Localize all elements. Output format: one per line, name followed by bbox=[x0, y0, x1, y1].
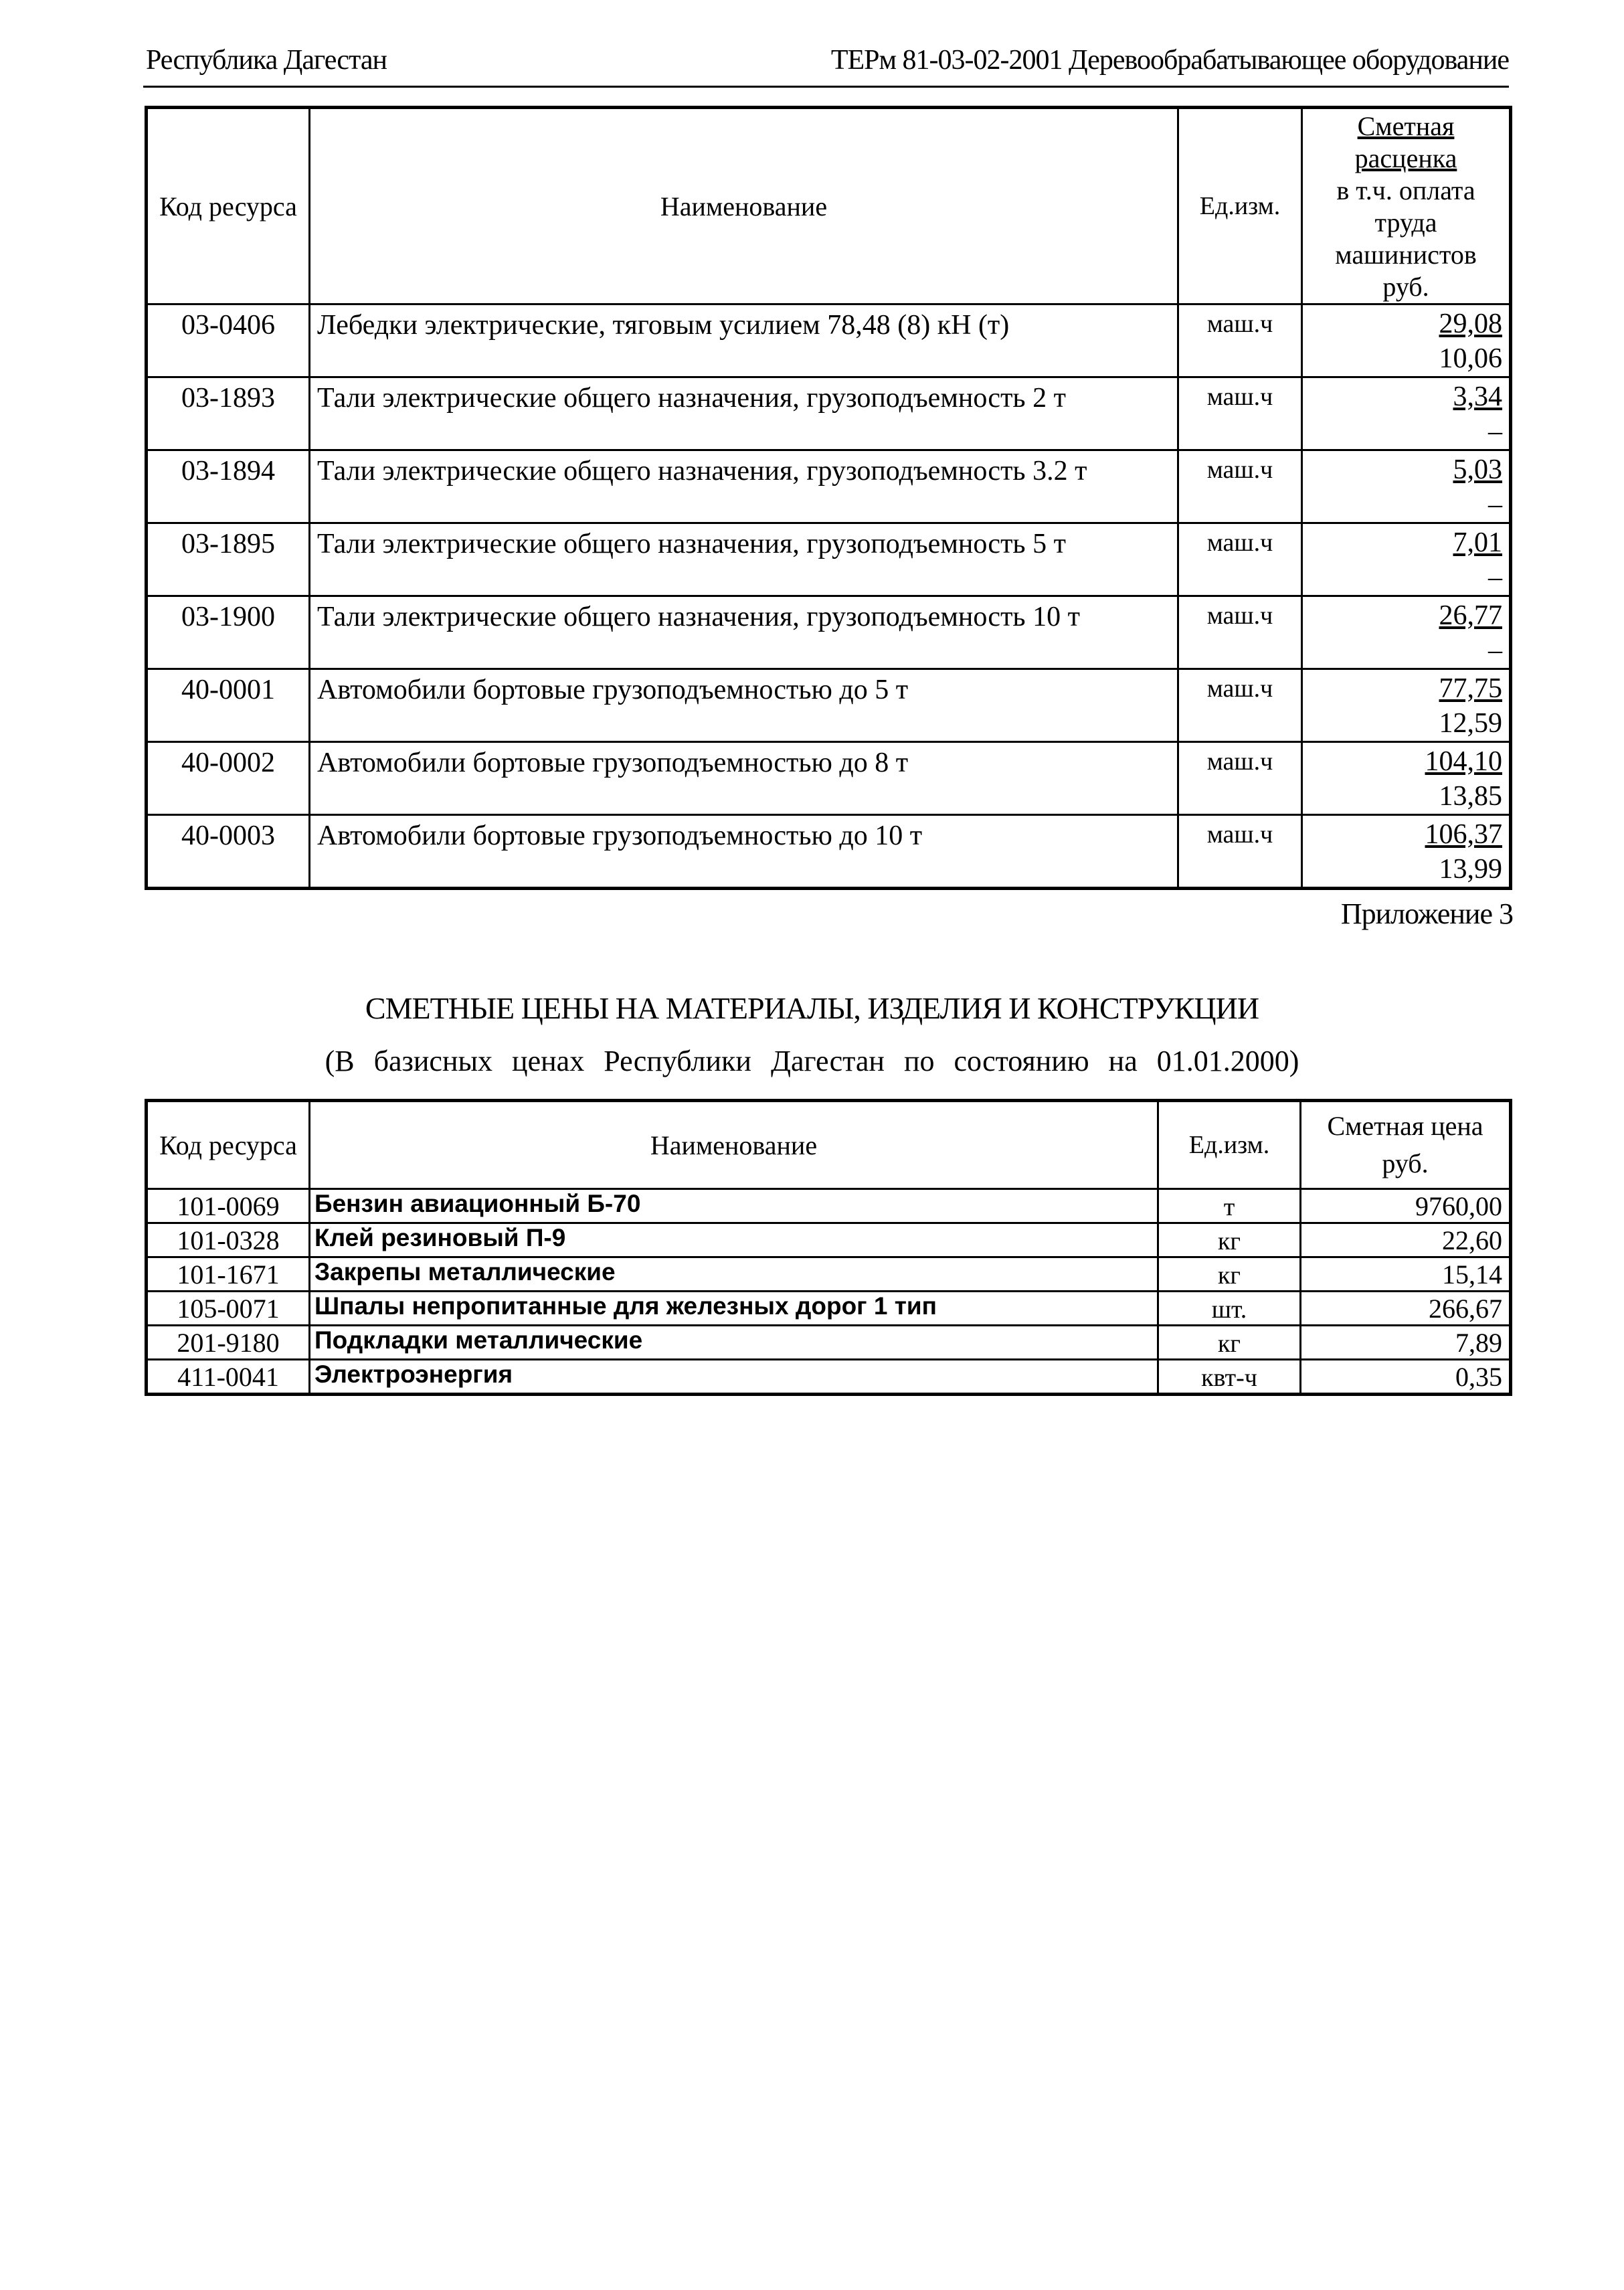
cell-code: 40-0002 bbox=[147, 742, 310, 815]
cell-code: 03-1900 bbox=[147, 596, 310, 669]
cell-name: Автомобили бортовые грузоподъемностью до 10 т bbox=[310, 815, 1178, 889]
table-header-row bbox=[147, 108, 1511, 304]
cell-name: Тали электрические общего назначения, грузоподъемность 10 т bbox=[310, 596, 1178, 669]
table-row bbox=[147, 669, 1511, 742]
cell-code: 411-0041 bbox=[147, 1360, 310, 1395]
cell-unit: кг bbox=[1158, 1326, 1301, 1360]
cell-code: 03-1894 bbox=[147, 450, 310, 523]
column-header-code: Код ресурса bbox=[147, 108, 310, 304]
cell-price: 7,89 bbox=[1301, 1326, 1511, 1360]
cell-price: 9760,00 bbox=[1301, 1189, 1511, 1223]
material-prices-table bbox=[145, 1099, 1512, 1396]
table-row bbox=[147, 1257, 1511, 1292]
labor-value: – bbox=[1488, 489, 1502, 520]
cell-name: Подкладки металлические bbox=[310, 1326, 1158, 1360]
labor-value: – bbox=[1488, 635, 1502, 666]
cell-code: 101-0069 bbox=[147, 1189, 310, 1223]
cell-name: Автомобили бортовые грузоподъемностью до 5 т bbox=[310, 669, 1178, 742]
price-value: 77,75 bbox=[1439, 673, 1502, 704]
price-header-line2: в т.ч. оплата bbox=[1336, 175, 1475, 205]
price-header-line1: Сметная цена bbox=[1327, 1111, 1483, 1141]
table-row bbox=[147, 815, 1511, 889]
section-subtitle: (В базисных ценах Республики Дагестан по состоянию на 01.01.2000) bbox=[325, 1045, 1299, 1077]
cell-unit: кг bbox=[1158, 1223, 1301, 1257]
labor-value: 10,06 bbox=[1439, 343, 1502, 374]
cell-price bbox=[1302, 450, 1511, 523]
cell-code: 40-0001 bbox=[147, 669, 310, 742]
price-header-line1: Сметная расценка bbox=[1354, 111, 1457, 173]
table-row bbox=[147, 1360, 1511, 1395]
cell-unit: маш.ч bbox=[1178, 304, 1302, 377]
column-header-name: Наименование bbox=[310, 1101, 1158, 1189]
cell-code: 03-1895 bbox=[147, 523, 310, 596]
cell-code: 201-9180 bbox=[147, 1326, 310, 1360]
cell-price bbox=[1302, 523, 1511, 596]
price-header-line3: труда машинистов bbox=[1335, 207, 1477, 270]
cell-name: Автомобили бортовые грузоподъемностью до 8 т bbox=[310, 742, 1178, 815]
machine-rates-table bbox=[145, 106, 1512, 890]
cell-code: 101-0328 bbox=[147, 1223, 310, 1257]
cell-unit: кг bbox=[1158, 1257, 1301, 1292]
header-document-code: ТЕРм 81-03-02-2001 Деревообрабатывающее оборудование bbox=[830, 45, 1509, 76]
cell-code: 40-0003 bbox=[147, 815, 310, 889]
cell-price bbox=[1302, 304, 1511, 377]
cell-name: Лебедки электрические, тяговым усилием 78,48 (8) кН (т) bbox=[310, 304, 1178, 377]
price-value: 104,10 bbox=[1425, 746, 1502, 777]
column-header-unit: Ед.изм. bbox=[1178, 108, 1302, 304]
labor-value: – bbox=[1488, 562, 1502, 593]
cell-name: Закрепы металлические bbox=[310, 1257, 1158, 1292]
cell-unit: шт. bbox=[1158, 1292, 1301, 1326]
price-value: 5,03 bbox=[1453, 454, 1502, 485]
header-region: Республика Дагестан bbox=[146, 45, 387, 76]
annex-label: Приложение 3 bbox=[1340, 897, 1513, 930]
cell-unit: квт-ч bbox=[1158, 1360, 1301, 1395]
cell-price bbox=[1302, 596, 1511, 669]
column-header-unit: Ед.изм. bbox=[1158, 1101, 1301, 1189]
table-row bbox=[147, 304, 1511, 377]
cell-unit: маш.ч bbox=[1178, 450, 1302, 523]
header-rule bbox=[143, 86, 1509, 88]
column-header-name: Наименование bbox=[310, 108, 1178, 304]
table-row bbox=[147, 523, 1511, 596]
cell-price bbox=[1302, 377, 1511, 450]
table-row bbox=[147, 1292, 1511, 1326]
cell-price bbox=[1302, 669, 1511, 742]
price-value: 3,34 bbox=[1453, 381, 1502, 412]
cell-unit: маш.ч bbox=[1178, 669, 1302, 742]
section-title: СМЕТНЫЕ ЦЕНЫ НА МАТЕРИАЛЫ, ИЗДЕЛИЯ И КОНСТРУКЦИИ bbox=[365, 991, 1259, 1025]
cell-code: 03-0406 bbox=[147, 304, 310, 377]
cell-code: 101-1671 bbox=[147, 1257, 310, 1292]
cell-unit: маш.ч bbox=[1178, 523, 1302, 596]
cell-price: 15,14 bbox=[1301, 1257, 1511, 1292]
cell-name: Тали электрические общего назначения, грузоподъемность 3.2 т bbox=[310, 450, 1178, 523]
price-value: 7,01 bbox=[1453, 527, 1502, 558]
cell-unit: маш.ч bbox=[1178, 596, 1302, 669]
table-row bbox=[147, 1223, 1511, 1257]
table-row bbox=[147, 377, 1511, 450]
labor-value: – bbox=[1488, 416, 1502, 447]
column-header-price bbox=[1301, 1101, 1511, 1189]
cell-price: 0,35 bbox=[1301, 1360, 1511, 1395]
table-row bbox=[147, 596, 1511, 669]
cell-name: Тали электрические общего назначения, грузоподъемность 5 т bbox=[310, 523, 1178, 596]
cell-unit: маш.ч bbox=[1178, 815, 1302, 889]
labor-value: 12,59 bbox=[1439, 708, 1502, 739]
cell-price: 22,60 bbox=[1301, 1223, 1511, 1257]
cell-price bbox=[1302, 815, 1511, 889]
price-header-line4: руб. bbox=[1382, 272, 1429, 302]
cell-price bbox=[1302, 742, 1511, 815]
cell-name: Шпалы непропитанные для железных дорог 1 тип bbox=[310, 1292, 1158, 1326]
labor-value: 13,85 bbox=[1439, 781, 1502, 812]
column-header-code: Код ресурса bbox=[147, 1101, 310, 1189]
cell-name: Тали электрические общего назначения, грузоподъемность 2 т bbox=[310, 377, 1178, 450]
cell-code: 03-1893 bbox=[147, 377, 310, 450]
cell-unit: маш.ч bbox=[1178, 377, 1302, 450]
table-row bbox=[147, 1189, 1511, 1223]
table-row bbox=[147, 1326, 1511, 1360]
table-row bbox=[147, 450, 1511, 523]
cell-name: Электроэнергия bbox=[310, 1360, 1158, 1395]
cell-name: Бензин авиационный Б-70 bbox=[310, 1189, 1158, 1223]
table-header-row bbox=[147, 1101, 1511, 1189]
cell-unit: т bbox=[1158, 1189, 1301, 1223]
table-row bbox=[147, 742, 1511, 815]
price-header-line2: руб. bbox=[1382, 1148, 1429, 1178]
labor-value: 13,99 bbox=[1439, 854, 1502, 885]
cell-name: Клей резиновый П-9 bbox=[310, 1223, 1158, 1257]
column-header-price bbox=[1302, 108, 1511, 304]
price-value: 26,77 bbox=[1439, 600, 1502, 631]
price-value: 29,08 bbox=[1439, 309, 1502, 339]
price-value: 106,37 bbox=[1425, 819, 1502, 850]
cell-code: 105-0071 bbox=[147, 1292, 310, 1326]
cell-price: 266,67 bbox=[1301, 1292, 1511, 1326]
cell-unit: маш.ч bbox=[1178, 742, 1302, 815]
